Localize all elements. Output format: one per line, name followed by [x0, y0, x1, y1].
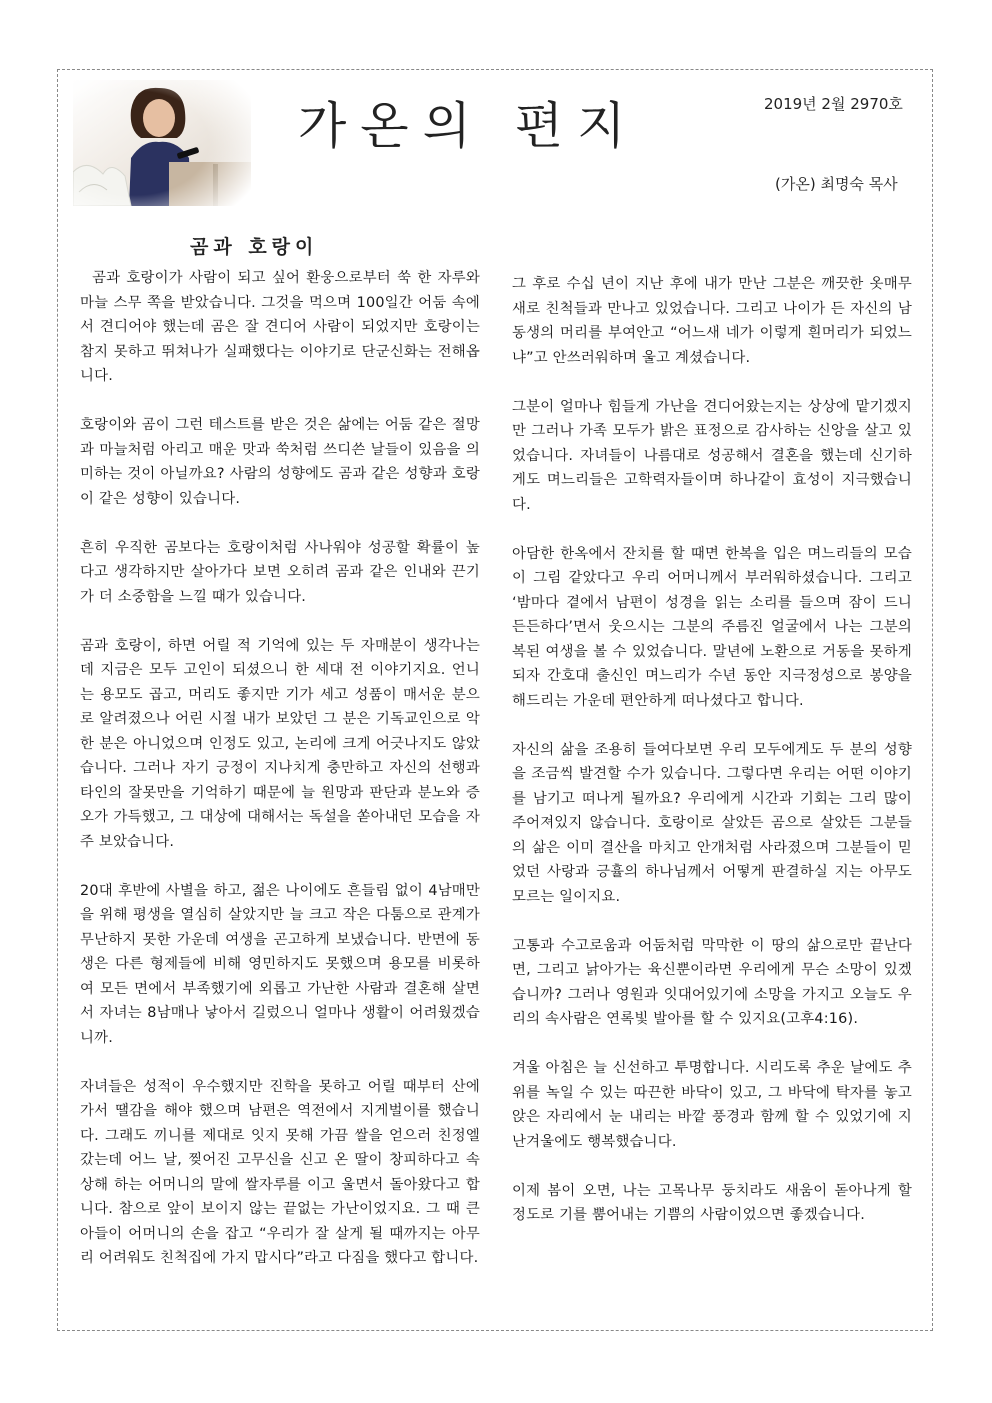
header-photo: [73, 80, 251, 206]
paragraph: 자신의 삶을 조용히 들여다보면 우리 모두에게도 두 분의 성향을 조금씩 발견할 수가 있습니다. 그렇다면 우리는 어떤 이야기를 남기고 떠나게 될까요? 우리에게 시간과 기회는 그리 많이 주어져있지 않습니다. 호랑이로 살았든 곰으로 살았든 그분들의 삶은 이미 결산을 마치고 안개처럼 사라졌으며 그분들이 믿었던 사랑과 긍휼의 하나님께서 어떻게 판결하실 지는 아무도 모르는 일이지요.: [512, 741, 912, 905]
article-title: 곰과 호랑이: [190, 236, 319, 258]
article-column-left: [80, 266, 480, 1295]
paragraph: 고통과 수고로움과 어둠처럼 막막한 이 땅의 삶으로만 끝난다면, 그리고 낡아가는 육신뿐이라면 우리에게 무슨 소망이 있겠습니까? 그러나 영원과 잇대어있기에 소망을 가지고 오늘도 우리의 속사람은 연록빛 발아를 할 수 있지요(고후4:16).: [512, 937, 912, 1027]
author-name: (가온) 최명숙 목사: [775, 175, 898, 193]
paragraph: 곰과 호랑이가 사람이 되고 싶어 환웅으로부터 쑥 한 자루와 마늘 스무 쪽을 받았습니다. 그것을 먹으며 100일간 어둠 속에서 견디어야 했는데 곰은 잘 견디어 사람이 되었지만 호랑이는 참지 못하고 뛰쳐나가 실패했다는 이야기로 단군신화는 전해옵니다.: [80, 270, 480, 384]
paragraph: 아담한 한옥에서 잔치를 할 때면 한복을 입은 며느리들의 모습이 그림 같았다고 우리 어머니께서 부러워하셨습니다. 그리고 ‘밤마다 곁에서 남편이 성경을 읽는 소리를 들으며 잠이 드니 든든하다’면서 웃으시는 그분의 주름진 얼굴에서 나는 그분의 복된 여생을 볼 수 있었습니다. 말년에 노환으로 거동을 못하게 되자 간호대 출신인 며느리가 수년 동안 지극정성으로 봉양을 해드리는 가운데 편안하게 떠나셨다고 합니다.: [512, 545, 912, 709]
paragraph: 흔히 우직한 곰보다는 호랑이처럼 사나워야 성공할 확률이 높다고 생각하지만 살아가다 보면 오히려 곰과 같은 인내와 끈기가 더 소중함을 느낄 때가 있습니다.: [80, 539, 480, 605]
paragraph: 그분이 얼마나 힘들게 가난을 견디어왔는지는 상상에 맡기겠지만 그러나 가족 모두가 밝은 표정으로 감사하는 신앙을 살고 있었습니다. 자녀들이 나름대로 성공해서 결혼을 했는데 신기하게도 며느리들은 고학력자들이며 하나같이 효성이 지극했습니다.: [512, 398, 912, 513]
newsletter-masthead: 가온의 편지: [298, 97, 640, 155]
paragraph: 이제 봄이 오면, 나는 고목나무 둥치라도 새움이 돋아나게 할 정도로 기를 뿜어내는 기쁨의 사람이었으면 좋겠습니다.: [512, 1182, 912, 1223]
paragraph: 곰과 호랑이, 하면 어릴 적 기억에 있는 두 자매분이 생각나는데 지금은 모두 고인이 되셨으니 한 세대 전 이야기지요. 언니는 용모도 곱고, 머리도 좋지만 기가 세고 성품이 매서운 분으로 알려졌으나 어린 시절 내가 보았던 그 분은 기독교인으로 악한 분은 아니었으며 인정도 있고, 논리에 크게 어긋나지도 않았습니다. 그러나 자기 긍정이 지나치게 충만하고 자신의 선행과 타인의 잘못만을 기억하기 때문에 늘 원망과 판단과 분노와 증오가 가득했고, 그 대상에 대해서는 독설을 쏟아내던 모습을 자주 보았습니다.: [80, 637, 480, 850]
paragraph: 호랑이와 곰이 그런 테스트를 받은 것은 삶에는 어둠 같은 절망과 마늘처럼 아리고 매운 맛과 쑥처럼 쓰디쓴 날들이 있음을 의미하는 것이 아닐까요? 사람의 성향에도 곰과 같은 성향과 호랑이 같은 성향이 있습니다.: [80, 417, 480, 507]
paragraph: 그 후로 수십 년이 지난 후에 내가 만난 그분은 깨끗한 옷매무새로 친척들과 만나고 있었습니다. 그리고 나이가 든 자신의 남동생의 머리를 부여안고 “어느새 네가 이렇게 흰머리가 되었느냐”고 안쓰러워하며 울고 계셨습니다.: [512, 276, 912, 366]
issue-info: 2019년 2월 2970호: [764, 95, 903, 113]
preacher-photo-image: [73, 80, 251, 206]
paragraph: 겨울 아침은 늘 신선하고 투명합니다. 시리도록 추운 날에도 추위를 녹일 수 있는 따끈한 바닥이 있고, 그 바닥에 탁자를 놓고 앉은 자리에서 눈 내리는 바깥 풍경과 함께 할 수 있었기에 지난겨울에도 행복했습니다.: [512, 1060, 912, 1150]
paragraph: 자녀들은 성적이 우수했지만 진학을 못하고 어릴 때부터 산에 가서 땔감을 해야 했으며 남편은 역전에서 지게벌이를 했습니다. 그래도 끼니를 제대로 잇지 못해 가끔 쌀을 얻으러 친정엘 갔는데 어느 날, 찢어진 고무신을 신고 온 딸이 창피하다고 속상해 하는 어머니의 말에 쌀자루를 이고 울면서 돌아왔다고 합니다. 참으로 앞이 보이지 않는 끝없는 가난이었지요. 그 때 큰 아들이 어머니의 손을 잡고 “우리가 잘 살게 될 때까지는 아무리 어려워도 친척집에 가지 맙시다”라고 다짐을 했다고 합니다.: [80, 1078, 480, 1266]
article-column-right: [512, 272, 912, 1252]
paragraph: 20대 후반에 사별을 하고, 젊은 나이에도 흔들림 없이 4남매만을 위해 평생을 열심히 살았지만 늘 크고 작은 다툼으로 관계가 무난하지 못한 가운데 여생을 곤고하게 보냈습니다. 반면에 동생은 다른 형제들에 비해 영민하지도 못했으며 용모를 비롯하여 모든 면에서 부족했기에 외롭고 가난한 사람과 결혼해 살면서 자녀는 8남매나 낳아서 길렀으니 얼마나 생활이 어려웠겠습니까.: [80, 882, 480, 1046]
